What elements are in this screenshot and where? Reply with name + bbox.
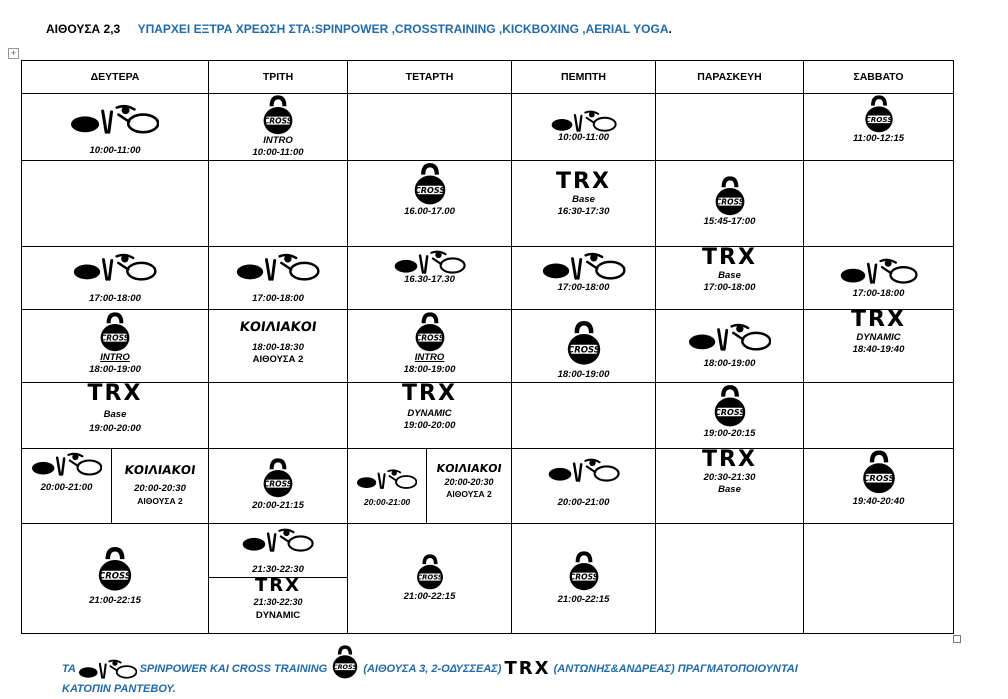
trx-logo-icon: TRX [556, 169, 611, 194]
class-abs[interactable] [112, 462, 208, 507]
day-header-tuesday: ΤΡΙΤΗ [262, 71, 294, 83]
class-cross-training[interactable] [22, 546, 208, 607]
class-level: INTRO [100, 352, 130, 363]
class-room: ΑΙΘΟΥΣΑ 2 [137, 496, 183, 506]
class-spinning[interactable] [512, 458, 655, 509]
footer-line2: ΚΑΤΟΠΙΝ ΡΑΝΤΕΒΟΥ. [62, 683, 176, 696]
class-cross-training[interactable] [804, 450, 953, 508]
spinning-bike-icon [836, 258, 922, 284]
class-cross-training[interactable] [804, 95, 953, 145]
trx-logo-icon: TRX [254, 575, 302, 596]
class-cross-training[interactable] [512, 320, 655, 381]
day-header-friday: ΠΑΡΑΣΚΕΥΗ [697, 71, 762, 83]
class-time: 18:00-19:00 [557, 369, 610, 380]
trx-logo-icon: TRX [402, 381, 457, 406]
table-resize-handle[interactable] [953, 635, 961, 643]
spinning-bike-icon [689, 322, 771, 352]
trx-logo-icon: TRX [851, 307, 906, 332]
trx-logo-icon: TRX [702, 245, 757, 270]
spinning-bike-icon [357, 466, 417, 492]
class-time: 10:00-11:00 [557, 132, 610, 143]
spinning-bike-icon [79, 659, 137, 679]
class-time: 11:00-12:15 [852, 133, 905, 144]
kettlebell-cross-icon [568, 550, 600, 592]
class-time: 20:00-20:30 [134, 483, 186, 494]
abs-logo-icon: ΚΟΙΛΙΑΚΟΙ [435, 462, 503, 475]
class-time: 18:40-19:40 [852, 344, 905, 355]
class-trx[interactable] [22, 382, 208, 435]
class-spinning[interactable] [512, 252, 655, 294]
class-time: 18:00-19:00 [89, 364, 141, 375]
class-time: 17:00-18:00 [852, 288, 905, 299]
class-time: 18:00-19:00 [403, 364, 456, 375]
class-time: 21:00-22:15 [557, 594, 610, 605]
kettlebell-cross-icon [566, 320, 602, 366]
class-time: 17:00-18:00 [557, 282, 610, 293]
abs-logo-icon: ΚΟΙΛΙΑΚΟΙ [123, 463, 197, 477]
footer-note [62, 659, 962, 699]
class-level: DYNAMIC [856, 332, 901, 343]
class-spinning[interactable] [348, 250, 511, 286]
class-trx[interactable] [656, 246, 803, 294]
spinning-bike-icon [71, 104, 159, 134]
class-time: 17:00-18:00 [252, 293, 304, 304]
kettlebell-cross-icon [413, 162, 447, 206]
class-trx[interactable] [804, 308, 953, 356]
class-time: 19:00-20:00 [89, 423, 141, 434]
class-time: 17:00-18:00 [89, 293, 141, 304]
class-cross-training[interactable] [348, 554, 511, 603]
footer-part1: SPINPOWER ΚΑΙ CROSS TRAINING [139, 663, 328, 675]
spinning-bike-icon [388, 250, 472, 274]
class-spinning[interactable] [209, 528, 347, 576]
day-header-thursday: ΠΕΜΠΤΗ [561, 71, 606, 83]
class-spinning[interactable] [512, 110, 655, 144]
class-spinning[interactable] [22, 104, 208, 157]
class-time: 21:00-22:15 [403, 591, 456, 602]
class-cross-training[interactable] [209, 458, 347, 512]
spinning-bike-icon [67, 253, 163, 281]
kettlebell-cross-icon [861, 450, 897, 494]
spinning-bike-icon [541, 252, 627, 280]
day-header-monday: ΔΕΥΤΕΡΑ [90, 71, 140, 83]
class-room: ΑΙΘΟΥΣΑ 2 [446, 489, 492, 499]
class-trx[interactable] [512, 170, 655, 218]
class-level: Base [103, 409, 127, 420]
class-level: INTRO [414, 352, 445, 363]
table-move-handle-icon[interactable]: + [8, 48, 19, 59]
footer-part3: (ΑΝΤΩΝΗΣ&ΑΝΔΡΕΑΣ) ΠΡΑΓΜΑΤΟΠΟΙΟΥΝΤΑΙ [553, 663, 798, 675]
kettlebell-cross-icon [714, 176, 746, 216]
spinning-bike-icon [32, 452, 102, 476]
class-time: 20:00-21:00 [40, 482, 93, 493]
trx-logo-icon: TRX [504, 658, 551, 680]
class-time: 19:00-20:15 [703, 428, 756, 439]
abs-logo-icon: ΚΟΙΛΙΑΚΟΙ [238, 320, 318, 335]
class-level: DYNAMIC [255, 610, 301, 621]
class-trx[interactable] [348, 382, 511, 432]
class-time: 20:30-21:30 [703, 472, 756, 483]
class-time: 18:00-19:00 [703, 358, 756, 369]
spinning-bike-icon [548, 458, 620, 482]
spinning-bike-icon [551, 110, 617, 132]
class-cross-training[interactable] [656, 384, 803, 440]
kettlebell-cross-icon [330, 645, 360, 679]
class-trx[interactable] [209, 576, 347, 622]
header-period: . [668, 22, 672, 36]
class-room: ΑΙΘΟΥΣΑ 2 [252, 354, 304, 365]
class-cross-training[interactable] [656, 176, 803, 228]
kettlebell-cross-icon [261, 458, 295, 498]
class-time: 16.30-17.30 [404, 274, 455, 285]
class-level: Base [718, 270, 741, 281]
day-header-saturday: ΣΑΒΒΑΤΟ [853, 71, 904, 83]
extra-charge-note: ΥΠΑΡΧΕΙ ΕΞΤΡΑ ΧΡΕΩΣΗ ΣΤΑ:SPINPOWER ,CROSSTRAINING ,KICKBOXING ,AERIAL YOGA [137, 22, 669, 36]
class-time: 19:00-20:00 [403, 420, 456, 431]
kettlebell-cross-icon [97, 546, 133, 592]
kettlebell-cross-icon [863, 95, 895, 133]
class-time: 10:00-11:00 [89, 145, 141, 156]
class-spinning[interactable] [656, 322, 803, 370]
class-time: 16.00-17.00 [404, 206, 455, 217]
class-time: 18:00-18:30 [252, 342, 304, 353]
class-time: 16:30-17:30 [557, 206, 610, 217]
class-cross-training[interactable] [348, 312, 511, 376]
class-time: 20:00-21:15 [252, 500, 304, 511]
room-title: ΑΙΘΟΥΣΑ 2,3 [46, 22, 121, 36]
class-abs[interactable] [209, 320, 347, 366]
class-time: 21:30-22:30 [252, 564, 304, 575]
class-cross-training[interactable] [348, 162, 511, 218]
footer-part2: (ΑΙΘΟΥΣΑ 3, 2-ΟΔΥΣΣΕΑΣ) [363, 663, 502, 675]
class-spinning[interactable] [804, 258, 953, 300]
class-cross-training[interactable] [22, 312, 208, 376]
class-time: 19:40-20:40 [852, 496, 905, 507]
class-trx[interactable] [656, 448, 803, 496]
class-abs[interactable] [427, 462, 511, 500]
kettlebell-cross-icon [262, 95, 294, 135]
kettlebell-cross-icon [98, 312, 132, 352]
page-header [46, 22, 672, 36]
class-cross-training[interactable] [209, 95, 347, 159]
trx-logo-icon: TRX [702, 447, 757, 472]
kettlebell-cross-icon [414, 554, 446, 590]
kettlebell-cross-icon [713, 384, 747, 428]
class-time: 20:00-21:00 [363, 497, 411, 507]
class-level: DYNAMIC [407, 408, 452, 419]
class-spinning[interactable] [348, 466, 426, 508]
class-time: 20:00-20:30 [444, 477, 494, 487]
trx-logo-icon: TRX [87, 381, 143, 406]
day-header-wednesday: ΤΕΤΑΡΤΗ [405, 71, 454, 83]
class-level: INTRO [263, 135, 293, 146]
class-time: 20:00-21:00 [557, 497, 610, 508]
spinning-bike-icon [237, 528, 319, 552]
class-level: Base [572, 194, 595, 205]
class-time: 10:00-11:00 [252, 147, 304, 158]
class-spinning[interactable] [209, 253, 347, 305]
class-spinning[interactable] [22, 452, 111, 494]
class-cross-training[interactable] [512, 550, 655, 606]
class-time: 17:00-18:00 [703, 282, 756, 293]
class-level: Base [718, 484, 741, 495]
class-time: 21:30-22:30 [253, 597, 303, 607]
class-spinning[interactable] [22, 253, 208, 305]
class-time: 15:45-17:00 [703, 216, 756, 227]
class-time: 21:00-22:15 [89, 595, 141, 606]
kettlebell-cross-icon [413, 312, 447, 352]
footer-prefix: ΤΑ [62, 663, 76, 675]
spinning-bike-icon [230, 253, 326, 281]
